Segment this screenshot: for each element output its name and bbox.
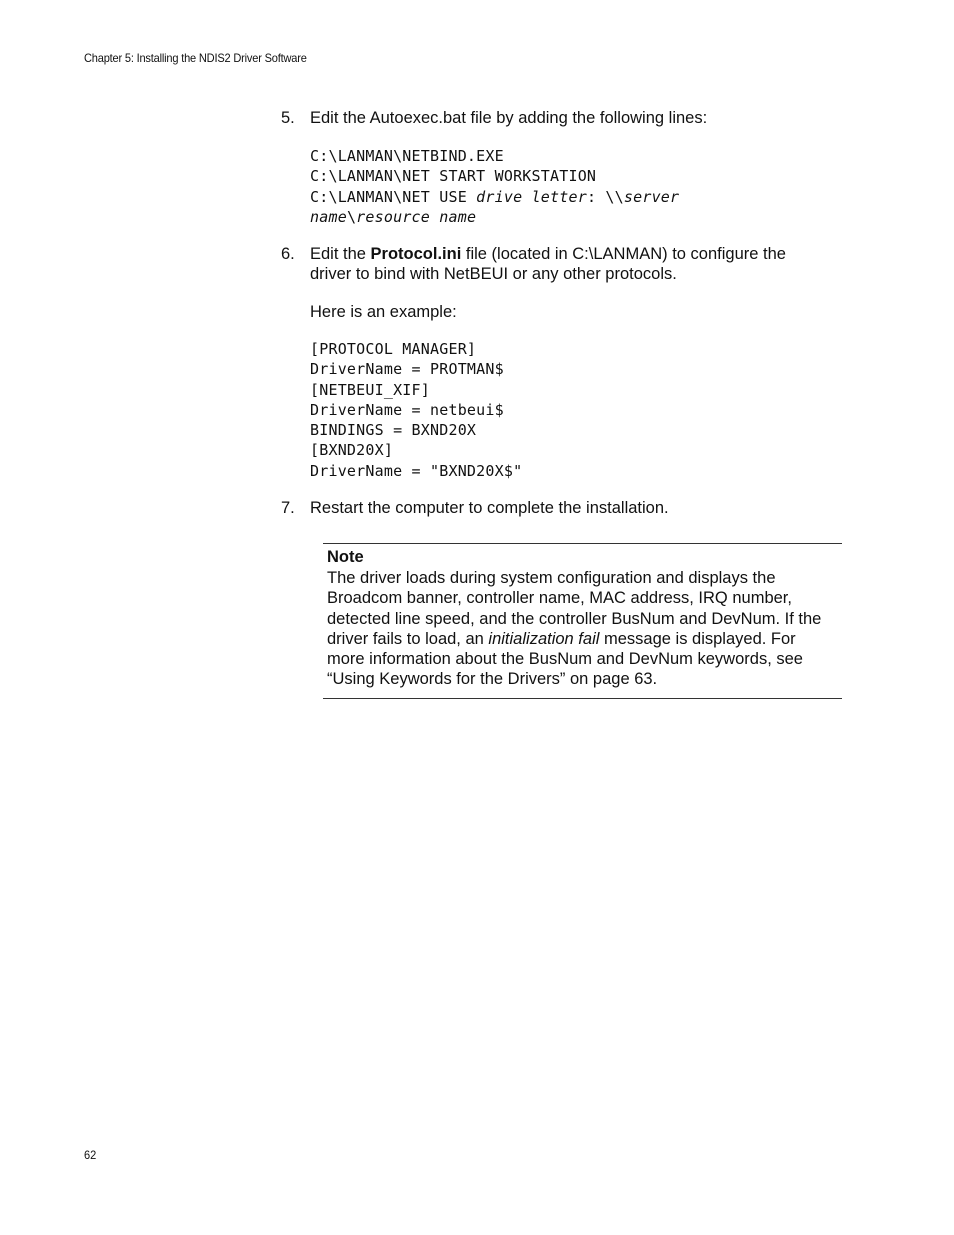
- code-line: BINDINGS = BXND20X: [310, 421, 477, 440]
- code-text: : \\: [586, 187, 624, 206]
- code-line: C:\LANMAN\NET START WORKSTATION: [310, 167, 597, 186]
- step-number: 7.: [281, 499, 295, 517]
- code-line: [BXND20X]: [310, 441, 394, 460]
- code-placeholder: resource name: [356, 207, 477, 226]
- italic-term: initialization fail: [488, 629, 600, 648]
- autoexec-code-block: [310, 146, 679, 227]
- example-intro: Here is an example:: [310, 303, 457, 321]
- code-placeholder: server: [623, 187, 680, 206]
- filename-bold: Protocol.ini: [370, 245, 462, 263]
- code-line: DriverName = PROTMAN$: [310, 360, 504, 379]
- protocol-code-block: [310, 339, 522, 481]
- step-text: Restart the computer to complete the installation.: [310, 499, 669, 517]
- step-number: 6.: [281, 245, 295, 263]
- note-title: Note: [327, 548, 364, 566]
- code-placeholder: drive letter: [476, 187, 587, 206]
- note-box: [323, 543, 842, 699]
- cross-reference: “Using Keywords for the Drivers” on page 63.: [327, 670, 658, 689]
- code-line: [NETBEUI_XIF]: [310, 380, 430, 399]
- code-line: C:\LANMAN\NET USE: [310, 187, 477, 206]
- running-header: Chapter 5: Installing the NDIS2 Driver Software: [84, 51, 307, 65]
- step-text: Edit the Protocol.ini file (located in C:\LANMAN) to configure the driver to bind with NetBEUI or any other protocols.: [310, 245, 786, 283]
- code-line: DriverName = netbeui$: [310, 400, 504, 419]
- code-line: [PROTOCOL MANAGER]: [310, 340, 477, 358]
- code-line: DriverName = "BXND20X$": [310, 461, 523, 480]
- code-placeholder: name: [310, 207, 347, 226]
- note-body: The driver loads during system configuration and displays the Broadcom banner, controller name, MAC address, IRQ number, detected line speed, and the controller BusNum and DevNum. If the driver fails to load, an initialization fail message is displayed. For more information about the BusNum and DevNum keywords, see “Using Keywords for the Drivers” on page 63.: [327, 569, 822, 689]
- step-text: Edit the Autoexec.bat file by adding the following lines:: [310, 109, 708, 127]
- step-number: 5.: [281, 109, 295, 127]
- code-line: C:\LANMAN\NETBIND.EXE: [310, 147, 504, 165]
- code-text: \: [346, 207, 357, 226]
- page-number: 62: [84, 1148, 97, 1162]
